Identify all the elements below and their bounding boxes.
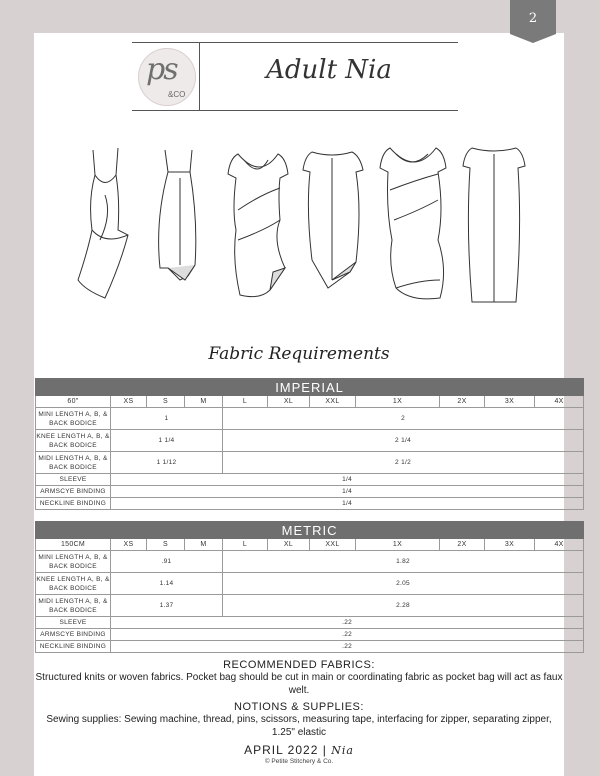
recommended-fabrics-heading: RECOMMENDED FABRICS:	[223, 659, 375, 671]
size-header: 3X	[485, 539, 535, 551]
yardage-small: .91	[111, 551, 223, 573]
size-header: XXL	[310, 396, 356, 408]
size-header: L	[223, 539, 268, 551]
table-row	[36, 595, 584, 617]
yardage-all: .22	[111, 617, 584, 629]
metric-band: METRIC	[36, 522, 584, 539]
metric-size-row	[36, 539, 584, 551]
notions-heading: NOTIONS & SUPPLIES:	[234, 701, 364, 713]
row-label: NECKLINE BINDING	[36, 498, 111, 510]
footer-copyright: © Petite Stitchery & Co.	[264, 758, 334, 765]
page-number-tab	[510, 0, 556, 34]
yardage-small: 1 1/12	[111, 452, 223, 474]
drawing-sleeve-front	[228, 154, 288, 297]
yardage-large: 1.82	[223, 551, 584, 573]
drawing-midi-front	[380, 148, 446, 299]
width-label: 60"	[36, 396, 111, 408]
yardage-large: 2.05	[223, 573, 584, 595]
table-row	[36, 474, 584, 486]
garment-technical-drawings	[60, 140, 540, 310]
metric-table	[35, 521, 584, 653]
size-header: 2X	[440, 539, 485, 551]
yardage-all: 1/4	[111, 474, 584, 486]
size-header: XL	[268, 539, 310, 551]
logo-suffix: &CO	[168, 90, 186, 99]
yardage-all: 1/4	[111, 486, 584, 498]
table-row	[36, 430, 584, 452]
header-rule-bottom	[132, 110, 458, 111]
table-row	[36, 408, 584, 430]
size-header: M	[185, 396, 223, 408]
logo-monogram: ps	[146, 52, 177, 87]
width-label: 150CM	[36, 539, 111, 551]
imperial-size-row	[36, 396, 584, 408]
yardage-small: 1.14	[111, 573, 223, 595]
row-label: MINI LENGTH A, B, & BACK BODICE	[36, 408, 111, 430]
row-label: MIDI LENGTH A, B, & BACK BODICE	[36, 452, 111, 474]
yardage-all: .22	[111, 641, 584, 653]
imperial-table	[35, 378, 584, 510]
table-row	[36, 486, 584, 498]
drawing-strap-front	[78, 148, 128, 298]
row-label: MIDI LENGTH A, B, & BACK BODICE	[36, 595, 111, 617]
row-label: NECKLINE BINDING	[36, 641, 111, 653]
row-label: ARMSCYE BINDING	[36, 629, 111, 641]
size-header: XS	[111, 396, 147, 408]
drawing-strap-back	[159, 150, 196, 280]
footer-date: APRIL 2022	[244, 743, 319, 757]
fabric-requirements-title: Fabric Requirements	[208, 344, 390, 364]
yardage-large: 2 1/4	[223, 430, 584, 452]
row-label: SLEEVE	[36, 474, 111, 486]
size-header: XS	[111, 539, 147, 551]
table-row	[36, 617, 584, 629]
size-header: 3X	[485, 396, 535, 408]
size-header: XXL	[310, 539, 356, 551]
row-label: KNEE LENGTH A, B, & BACK BODICE	[36, 430, 111, 452]
yardage-small: 1 1/4	[111, 430, 223, 452]
yardage-all: 1/4	[111, 498, 584, 510]
row-label: ARMSCYE BINDING	[36, 486, 111, 498]
yardage-all: .22	[111, 629, 584, 641]
row-label: SLEEVE	[36, 617, 111, 629]
footer-pattern-name: Nia	[331, 744, 354, 757]
yardage-large: 2	[223, 408, 584, 430]
footer-separator: |	[322, 743, 327, 757]
size-header: XL	[268, 396, 310, 408]
yardage-large: 2.28	[223, 595, 584, 617]
size-header: 1X	[356, 396, 440, 408]
row-label: MINI LENGTH A, B, & BACK BODICE	[36, 551, 111, 573]
size-header: 1X	[356, 539, 440, 551]
size-header: L	[223, 396, 268, 408]
table-row	[36, 641, 584, 653]
row-label: KNEE LENGTH A, B, & BACK BODICE	[36, 573, 111, 595]
table-row	[36, 629, 584, 641]
table-row	[36, 573, 584, 595]
yardage-small: 1.37	[111, 595, 223, 617]
pattern-title: Adult Nia	[266, 55, 392, 85]
size-header: 4X	[535, 539, 584, 551]
drawing-sleeve-back	[303, 152, 363, 288]
recommended-fabrics-text: Structured knits or woven fabrics. Pocket bag should be cut in main or coordinating fabric as pocket bag will act as faux welt.	[35, 672, 563, 696]
size-header: 4X	[535, 396, 584, 408]
size-header: 2X	[440, 396, 485, 408]
footer-line	[34, 743, 564, 757]
table-row	[36, 498, 584, 510]
table-row	[36, 551, 584, 573]
header-rule-top	[132, 42, 458, 43]
notions-text: Sewing supplies: Sewing machine, thread, pins, scissors, measuring tape, interfacing for zipper, separating zipper, 1.25" elastic	[46, 714, 552, 738]
size-header: M	[185, 539, 223, 551]
yardage-large: 2 1/2	[223, 452, 584, 474]
imperial-band: IMPERIAL	[36, 379, 584, 396]
size-header: S	[147, 539, 185, 551]
drawing-midi-back	[463, 148, 525, 302]
page-number: 2	[528, 11, 538, 26]
size-header: S	[147, 396, 185, 408]
yardage-small: 1	[111, 408, 223, 430]
table-row	[36, 452, 584, 474]
